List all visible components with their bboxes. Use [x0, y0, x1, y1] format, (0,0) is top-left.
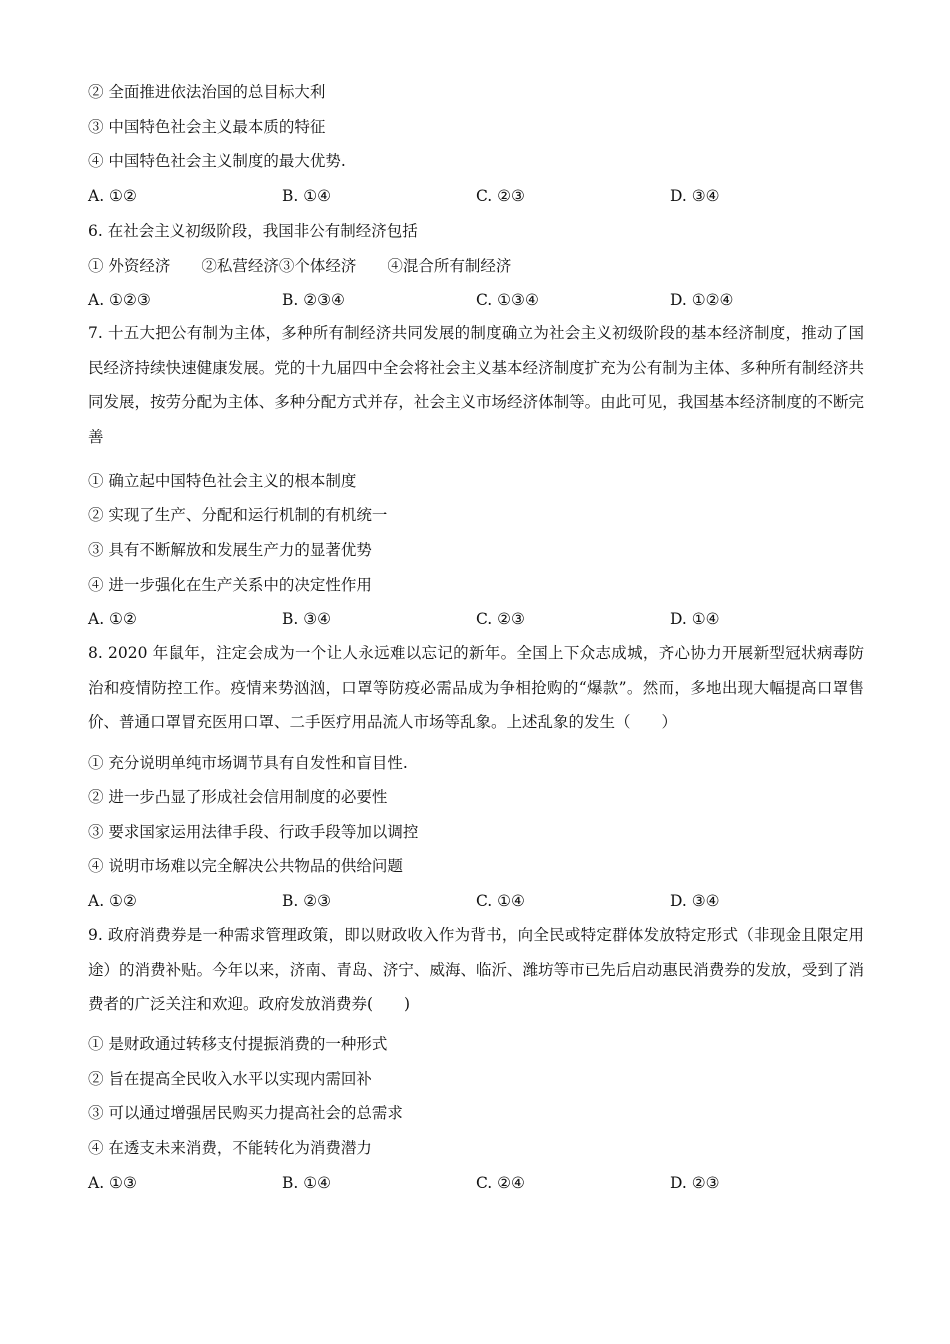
q9-item-4: ④ 在透支未来消费，不能转化为消费潜力 [88, 1139, 372, 1157]
q8-option-c: C. ①④ [476, 892, 525, 910]
q7-option-b: B. ③④ [282, 610, 332, 628]
q5-item-2: ② 全面推进依法治国的总目标大利 [88, 83, 326, 101]
q5-item-3: ③ 中国特色社会主义最本质的特征 [88, 118, 326, 136]
q6-option-d: D. ①②④ [670, 291, 734, 309]
q5-option-d: D. ③④ [670, 187, 720, 205]
q7-option-d: D. ①④ [670, 610, 720, 628]
q7-option-a: A. ①② [88, 610, 137, 628]
q6-items: ① 外资经济 ②私营经济③个体经济 ④混合所有制经济 [88, 257, 512, 275]
q8-option-b: B. ②③ [282, 892, 332, 910]
q8-option-d: D. ③④ [670, 892, 720, 910]
q7-item-1: ① 确立起中国特色社会主义的根本制度 [88, 472, 357, 490]
q8-item-2: ② 进一步凸显了形成社会信用制度的必要性 [88, 788, 388, 806]
q6-option-b: B. ②③④ [282, 291, 345, 309]
q7-stem: 7. 十五大把公有制为主体，多种所有制经济共同发展的制度确立为社会主义初级阶段的基本经济制度，推动了国民经济持续快速健康发展。党的十九届四中全会将社会主义基本经济制度扩充为公有制为主体、多种所有制经济共同发展，按劳分配为主体、多种分配方式并存，社会主义市场经济体制等。由此可见，我国基本经济制度的不断完善 [88, 324, 864, 446]
q7-item-2: ② 实现了生产、分配和运行机制的有机统一 [88, 506, 388, 524]
q9-option-a: A. ①③ [88, 1174, 137, 1192]
q7-item-3: ③ 具有不断解放和发展生产力的显著优势 [88, 541, 372, 559]
q5-option-b: B. ①④ [282, 187, 332, 205]
q9-stem: 9. 政府消费券是一种需求管理政策，即以财政收入作为背书，向全民或特定群体发放特定形式（非现金且限定用途）的消费补贴。今年以来，济南、青岛、济宁、威海、临沂、潍坊等市已先后启动惠民消费券的发放，受到了消费者的广泛关注和欢迎。政府发放消费券( ) [88, 926, 864, 1013]
q8-item-3: ③ 要求国家运用法律手段、行政手段等加以调控 [88, 823, 419, 841]
q8-option-a: A. ①② [88, 892, 137, 910]
q8-stem: 8. 2020 年鼠年，注定会成为一个让人永远难以忘记的新年。全国上下众志成城，齐心协力开展新型冠状病毒防治和疫情防控工作。疫情来势汹汹，口罩等防疫必需品成为争相抢购的“爆款”。然而，多地出现大幅提高口罩售价、普通口罩冒充医用口罩、二手医疗用品流人市场等乱象。上述乱象的发生（ ） [88, 644, 864, 731]
q8-item-1: ① 充分说明单纯市场调节具有自发性和盲目性. [88, 754, 408, 772]
q9-item-2: ② 旨在提高全民收入水平以实现内需回补 [88, 1070, 372, 1088]
q9-option-d: D. ②③ [670, 1174, 720, 1192]
q9-option-b: B. ①④ [282, 1174, 332, 1192]
q7-item-4: ④ 进一步强化在生产关系中的决定性作用 [88, 576, 372, 594]
q9-item-1: ① 是财政通过转移支付提振消费的一种形式 [88, 1035, 388, 1053]
q7-option-c: C. ②③ [476, 610, 525, 628]
q9-item-3: ③ 可以通过增强居民购买力提高社会的总需求 [88, 1104, 403, 1122]
q5-item-4: ④ 中国特色社会主义制度的最大优势. [88, 152, 346, 170]
q6-option-c: C. ①③④ [476, 291, 539, 309]
q8-item-4: ④ 说明市场难以完全解决公共物品的供给问题 [88, 857, 403, 875]
q6-stem: 6. 在社会主义初级阶段，我国非公有制经济包括 [88, 222, 418, 240]
q6-option-a: A. ①②③ [88, 291, 151, 309]
q5-option-c: C. ②③ [476, 187, 525, 205]
q9-option-c: C. ②④ [476, 1174, 525, 1192]
q5-option-a: A. ①② [88, 187, 137, 205]
